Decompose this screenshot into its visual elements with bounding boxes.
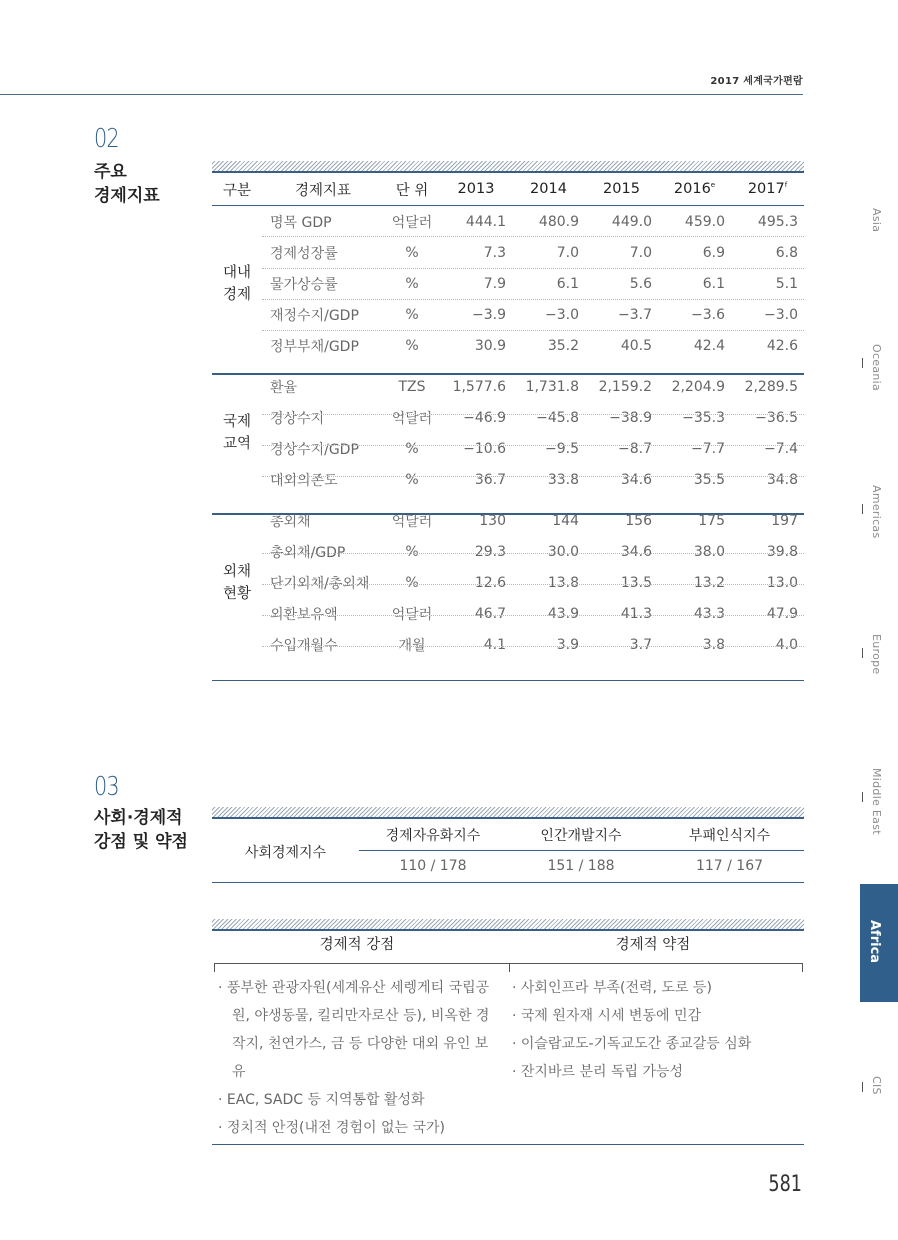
page-number: 581 [768,1172,802,1197]
value-cell: 2,159.2 [598,378,652,395]
value-cell: 3.7 [629,636,652,653]
sw-hatch-bar [212,919,804,929]
value-cell: −36.5 [755,409,798,426]
value-cell: −3.0 [545,306,579,323]
list-item: · EAC, SADC 등 지역통합 활성화 [218,1086,500,1114]
value-cell: 34.6 [620,543,652,560]
value-cell: 7.0 [556,244,579,261]
value-cell: 459.0 [684,213,725,230]
value-cell: 130 [479,512,506,529]
value-cell: 35.5 [693,471,725,488]
indicator-cell: 경상수지/GDP [270,441,359,458]
value-cell: 30.9 [474,337,506,354]
unit-cell: % [405,574,419,591]
table-row [212,402,804,433]
side-tab-europe[interactable]: Europe [870,634,883,675]
indicator-cell: 명목 GDP [270,214,332,231]
strengths-bracket [214,963,510,972]
strengths-list [218,974,500,1142]
side-tab-tick [862,1082,863,1092]
index-name: 부패인식지수 [688,828,771,844]
table-row [212,505,804,536]
unit-cell: % [405,543,419,560]
side-tab-tick [862,358,863,368]
category-cell: 국제 교역 [222,414,251,452]
row-dotted-divider [262,414,804,415]
value-cell: 13.2 [693,574,725,591]
col-header-indicator: 경제지표 [294,182,352,199]
table-row [212,299,804,330]
value-cell: 6.1 [702,275,725,292]
value-cell: 6.1 [556,275,579,292]
indicator-cell: 외환보유액 [270,606,338,623]
side-tab-africa[interactable]: Africa [867,920,882,964]
category-cell: 대내 경제 [222,264,251,303]
value-cell: −7.7 [691,440,725,457]
table-row [212,598,804,629]
indicator-cell: 총외채 [270,513,311,530]
table-row [212,237,804,268]
indicator-cell: 경제성장률 [270,245,338,262]
section-title-line2: 강점 및 약점 [94,832,188,852]
section-number-03: 03 [94,772,119,802]
side-tab-tick [862,504,863,514]
indicator-cell: 대외의존도 [270,472,338,489]
value-cell: 38.0 [693,543,725,560]
unit-cell: 억달러 [391,606,433,623]
row-dotted-divider [262,615,804,616]
unit-cell: % [405,275,419,292]
col-header-2014: 2014 [530,181,567,197]
col-header-2013: 2013 [457,181,495,197]
table-row [212,464,804,495]
table-bottom-rule [212,680,804,681]
table-row [212,371,804,402]
col-header-2016: 2016e [673,181,716,197]
value-cell: 4.1 [483,636,506,653]
value-cell: 7.0 [629,244,652,261]
value-cell: −9.5 [545,440,579,457]
value-cell: 5.6 [629,275,652,292]
side-tab-tick [862,792,863,802]
header-rule [0,94,803,95]
table-header-row [212,172,804,206]
value-cell: 5.1 [775,275,798,292]
value-cell: 444.1 [465,213,506,230]
value-cell: −45.8 [536,409,579,426]
value-cell: 3.9 [556,636,579,653]
category-cell: 외채 현황 [222,563,251,602]
value-cell: 47.9 [766,605,798,622]
value-cell: 30.0 [547,543,579,560]
indicator-cell: 정부부채/GDP [270,338,359,355]
indicator-cell: 경상수지 [270,410,325,427]
value-cell: 495.3 [757,213,798,230]
unit-cell: % [405,440,419,457]
row-dotted-divider [262,476,804,477]
value-cell: 4.0 [775,636,798,653]
superscript-forecast: f [784,181,788,190]
row-dotted-divider [262,553,804,554]
value-cell: 33.8 [547,471,579,488]
economic-indicators-table [212,172,804,660]
side-tab-tick [862,648,863,658]
value-cell: 13.8 [547,574,579,591]
socioeconomic-index-label: 사회경제지수 [244,845,327,861]
value-cell: 1,731.8 [525,378,579,395]
side-tab-asia[interactable]: Asia [870,208,883,233]
indicator-cell: 단기외채/총외채 [270,575,370,592]
index-value: 110 / 178 [399,858,467,874]
value-cell: 480.9 [538,213,579,230]
list-item: · 이슬람교도-기독교도간 종교갈등 심화 [512,1030,802,1058]
value-cell: 13.5 [620,574,652,591]
table-row [212,330,804,361]
table-row [212,206,804,237]
unit-cell: % [405,306,419,323]
unit-cell: % [405,337,419,354]
group-gap-row [212,361,804,371]
unit-cell: 억달러 [391,214,433,231]
table-row [212,536,804,567]
value-cell: 34.6 [620,471,652,488]
superscript-estimate: e [710,181,716,190]
value-cell: 13.0 [766,574,798,591]
table-row [212,268,804,299]
index-value: 117 / 167 [695,858,764,874]
value-cell: 29.3 [474,543,506,560]
row-dotted-divider [262,445,804,446]
value-cell: −38.9 [609,409,652,426]
table-row [212,567,804,598]
unit-cell: 억달러 [391,410,433,427]
group-gap-row [212,495,804,505]
indicator-cell: 물가상승률 [270,276,338,293]
value-cell: 7.9 [483,275,506,292]
value-cell: −3.6 [691,306,725,323]
side-tab-americas[interactable]: Americas [870,485,883,539]
section-title-line1: 사회·경제적 [94,808,183,828]
side-tab-oceania[interactable]: Oceania [870,344,883,392]
row-dotted-divider [262,268,804,269]
col-header-2015: 2015 [603,181,640,197]
value-cell: 197 [771,512,798,529]
value-cell: 144 [552,512,579,529]
indicator-cell: 환율 [270,379,298,396]
value-cell: 42.4 [693,337,725,354]
value-cell: 156 [625,512,652,529]
list-item: · 잔지바르 분리 독립 가능성 [512,1058,802,1086]
row-dotted-divider [262,584,804,585]
row-dotted-divider [262,330,804,331]
sw-bottom-rule [212,1144,804,1145]
value-cell: −3.7 [618,306,652,323]
value-cell: −3.0 [764,306,798,323]
value-cell: −8.7 [618,440,652,457]
table-hatch-bar [212,161,804,171]
index-name: 경제자유화지수 [385,828,481,844]
value-cell: 449.0 [611,213,652,230]
value-cell: 46.7 [474,605,506,622]
value-cell: 6.9 [702,244,725,261]
value-cell: −10.6 [463,440,506,457]
indicator-cell: 재정수지/GDP [270,307,359,324]
value-cell: 43.3 [693,605,725,622]
section-title-line2: 경제지표 [94,186,160,206]
value-cell: 1,577.6 [452,378,506,395]
list-item: · 사회인프라 부족(전력, 도로 등) [512,974,802,1002]
section-title-economic-indicators [94,160,160,208]
unit-cell: 개월 [398,637,426,654]
value-cell: 34.8 [766,471,798,488]
col-header-category: 구분 [222,182,251,199]
list-item: · 풍부한 관광자원(세계유산 세렝게티 국립공원, 야생동물, 킬리만자로산 등), 비옥한 경작지, 천연가스, 금 등 다양한 대외 유인 보유 [218,974,500,1086]
value-cell: 41.3 [620,605,652,622]
value-cell: 43.9 [547,605,579,622]
table-row [212,433,804,464]
value-cell: 12.6 [474,574,506,591]
value-cell: −7.4 [764,440,798,457]
weaknesses-list [512,974,802,1086]
running-header: 2017 세계국가편람 [710,76,803,87]
row-dotted-divider [262,646,804,647]
indicator-cell: 수입개월수 [270,637,338,654]
value-cell: 175 [698,512,725,529]
table-row [212,629,804,660]
unit-cell: % [405,244,419,261]
value-cell: 40.5 [620,337,652,354]
unit-cell: % [405,471,419,488]
weaknesses-heading: 경제적 약점 [615,937,691,953]
value-cell: 36.7 [474,471,506,488]
row-dotted-divider [262,299,804,300]
weaknesses-bracket [508,963,803,972]
indicator-cell: 총외채/GDP [270,544,346,561]
index-value: 151 / 188 [547,858,615,874]
value-cell: −35.3 [682,409,725,426]
section-title-strengths-weaknesses [94,806,188,854]
value-cell: −3.9 [472,306,506,323]
value-cell: 7.3 [483,244,506,261]
strengths-heading: 경제적 강점 [319,937,395,953]
list-item: · 국제 원자재 시세 변동에 민감 [512,1002,802,1030]
value-cell: 3.8 [702,636,725,653]
side-tab-middle-east[interactable]: Middle East [870,768,883,835]
col-header-unit: 단 위 [395,182,429,199]
section-title-line1: 주요 [94,162,127,182]
index-mid-rule [359,850,804,851]
value-cell: 2,204.9 [671,378,725,395]
value-cell: 35.2 [547,337,579,354]
value-cell: 2,289.5 [744,378,798,395]
side-tab-cis[interactable]: CIS [870,1076,883,1095]
value-cell: 42.6 [766,337,798,354]
value-cell: 6.8 [775,244,798,261]
index-top-rule [212,817,804,819]
index-name: 인간개발지수 [540,828,622,844]
value-cell: −46.9 [463,409,506,426]
index-bottom-rule [212,882,804,883]
row-dotted-divider [262,236,804,237]
list-item: · 정치적 안정(내전 경험이 없는 국가) [218,1114,500,1142]
col-header-2017: 2017$^f$ [747,181,788,197]
sw-top-rule [212,929,804,931]
unit-cell: TZS [398,378,426,395]
unit-cell: 억달러 [391,513,433,530]
index-hatch-bar [212,807,804,817]
section-number-02: 02 [94,124,119,154]
value-cell: 39.8 [766,543,798,560]
